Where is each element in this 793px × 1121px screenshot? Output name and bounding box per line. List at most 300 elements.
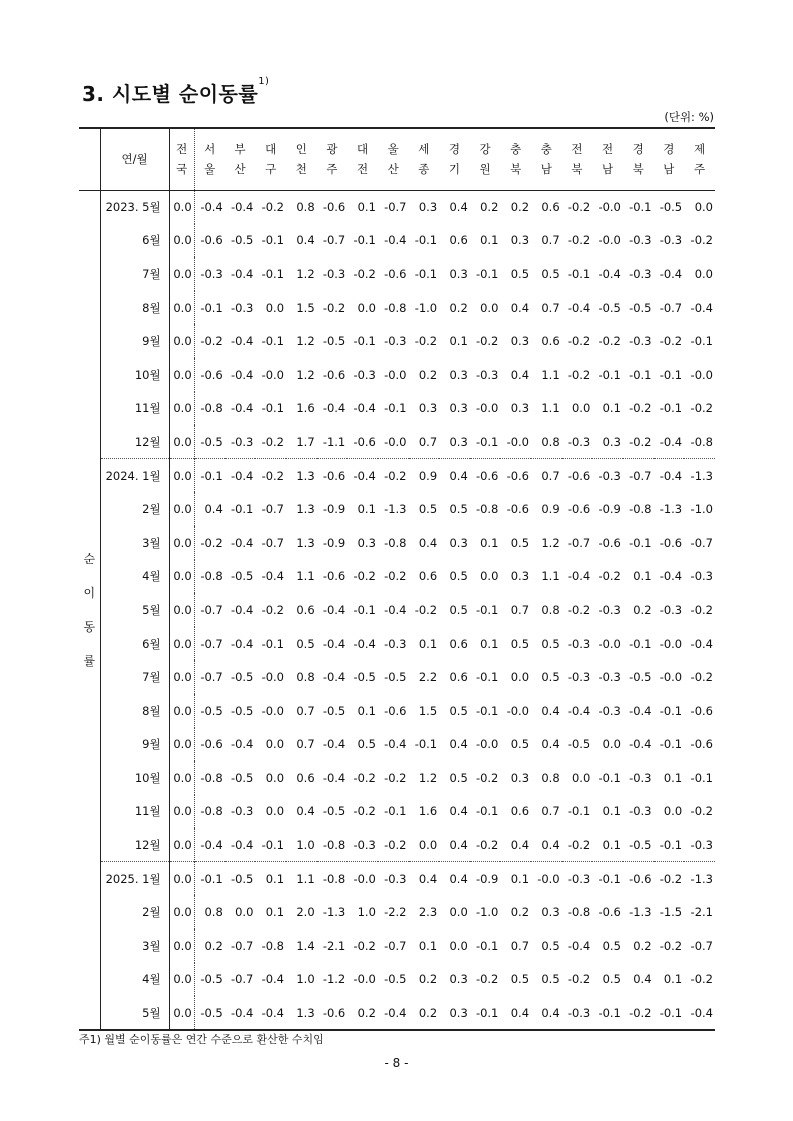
value-cell: 0.5 [510, 636, 530, 651]
value-cell: -0.1 [470, 996, 501, 1030]
region-header-char: 충 [540, 142, 552, 157]
value-cell: -0.3 [562, 996, 593, 1030]
region-header-char: 천 [295, 162, 307, 177]
value-cell: 0.0 [169, 526, 194, 560]
value-cell: -0.2 [629, 401, 652, 416]
value-cell: 0.2 [633, 602, 652, 617]
value-cell: -0.0 [384, 434, 407, 449]
table-row [79, 425, 715, 459]
value-cell: -0.2 [353, 266, 376, 281]
value-cell: 0.0 [571, 770, 591, 785]
value-cell: -0.4 [200, 200, 223, 215]
value-cell: 1.2 [541, 535, 560, 550]
table-row [79, 392, 715, 426]
value-cell: 0.0 [510, 670, 530, 685]
region-header-char: 산 [387, 162, 399, 177]
value-cell: -0.2 [353, 804, 376, 819]
value-cell: 0.0 [169, 291, 194, 325]
value-cell: -0.2 [475, 837, 499, 852]
value-cell: -0.3 [230, 804, 254, 819]
value-cell: 0.2 [347, 996, 378, 1030]
value-cell: 0.0 [663, 804, 683, 819]
value-cell: -0.4 [225, 996, 256, 1030]
value-cell: -0.1 [475, 602, 499, 617]
value-cell: -0.6 [623, 862, 654, 896]
value-cell: -0.2 [475, 972, 499, 987]
value-cell: 0.5 [449, 602, 468, 617]
value-cell: 0.6 [449, 636, 468, 651]
footnote-mark: 1) [258, 76, 270, 87]
value-cell: 0.0 [169, 828, 194, 862]
value-cell: -0.2 [567, 200, 591, 215]
value-cell: -0.6 [384, 703, 407, 718]
value-cell: -2.1 [690, 905, 713, 920]
value-cell: 0.5 [510, 972, 530, 987]
value-cell: 0.3 [510, 569, 530, 584]
value-cell: -1.0 [690, 502, 713, 517]
value-cell: -0.7 [261, 535, 285, 550]
value-cell: -0.2 [322, 300, 346, 315]
value-cell: 0.0 [169, 728, 194, 762]
value-cell: -0.2 [384, 770, 407, 785]
value-cell: -0.3 [567, 636, 591, 651]
value-cell: 0.1 [418, 938, 438, 953]
row-label: 2월 [100, 492, 169, 526]
value-cell: -0.8 [322, 837, 346, 852]
region-header-cell [654, 128, 685, 190]
value-cell: -0.2 [567, 367, 591, 382]
region-header-char: 전 [602, 142, 614, 157]
region-header-char: 남 [540, 162, 552, 177]
value-cell: -0.2 [567, 334, 591, 349]
row-label: 2023. 5월 [100, 190, 169, 224]
value-cell: 0.4 [296, 804, 315, 819]
value-cell: -0.4 [684, 996, 715, 1030]
value-cell: -0.1 [659, 737, 683, 752]
value-cell: -0.8 [317, 862, 348, 896]
value-cell: -0.7 [200, 670, 223, 685]
value-cell: 0.1 [265, 905, 285, 920]
value-cell: 0.3 [510, 401, 530, 416]
value-cell: 1.2 [296, 367, 315, 382]
region-header-cell [169, 128, 194, 190]
group-label-char: 률 [83, 654, 96, 669]
value-cell: -1.1 [322, 434, 346, 449]
unit-label: (단위: %) [664, 110, 714, 124]
value-cell: -0.4 [690, 636, 713, 651]
region-header-char: 서 [204, 142, 216, 157]
value-cell: 0.0 [449, 938, 468, 953]
value-cell: -0.4 [629, 737, 652, 752]
value-cell: -1.3 [684, 862, 715, 896]
region-header-char: 남 [602, 162, 614, 177]
value-cell: -0.0 [659, 636, 683, 651]
table-row [79, 895, 715, 929]
region-header-char: 원 [479, 162, 491, 177]
value-cell: 0.8 [541, 434, 560, 449]
region-header-cell [255, 128, 286, 190]
value-cell: -1.3 [684, 459, 715, 493]
value-cell: -0.7 [200, 636, 223, 651]
group-label-cell [79, 190, 100, 1030]
table-row [79, 459, 715, 493]
value-cell: -0.1 [598, 367, 621, 382]
value-cell: 0.0 [169, 862, 194, 896]
row-label: 8월 [100, 291, 169, 325]
value-cell: 1.4 [296, 938, 315, 953]
value-cell: -0.5 [225, 862, 256, 896]
value-cell: -0.0 [690, 367, 713, 382]
value-cell: -0.4 [261, 569, 285, 584]
value-cell: -0.3 [598, 703, 621, 718]
value-cell: -0.4 [654, 459, 685, 493]
value-cell: 0.1 [602, 837, 621, 852]
value-cell: -0.7 [659, 300, 683, 315]
table-row [79, 929, 715, 963]
value-cell: -0.2 [384, 569, 407, 584]
value-cell: 0.8 [296, 200, 315, 215]
value-cell: 0.0 [265, 300, 285, 315]
value-cell: -0.3 [322, 266, 346, 281]
region-header-char: 인 [295, 142, 307, 157]
region-header-char: 울 [387, 142, 399, 157]
value-cell: 0.5 [449, 770, 468, 785]
value-cell: 0.7 [296, 703, 315, 718]
value-cell: -0.6 [200, 737, 223, 752]
value-cell: 0.3 [418, 401, 438, 416]
value-cell: 0.0 [265, 737, 285, 752]
value-cell: 0.0 [449, 905, 468, 920]
value-cell: 0.0 [169, 459, 194, 493]
value-cell: 0.5 [541, 266, 560, 281]
value-cell: -0.1 [629, 535, 652, 550]
value-cell: 0.0 [169, 190, 194, 224]
table-row [79, 190, 715, 224]
value-cell: 0.0 [169, 895, 194, 929]
region-header-cell [562, 128, 593, 190]
value-cell: 0.0 [169, 425, 194, 459]
table-row [79, 224, 715, 258]
value-cell: 1.6 [418, 804, 438, 819]
value-cell: 0.3 [449, 367, 468, 382]
value-cell: -0.5 [230, 233, 254, 248]
value-cell: 0.5 [602, 972, 621, 987]
value-cell: -0.4 [230, 367, 254, 382]
value-cell: 0.9 [409, 459, 440, 493]
region-header-cell [347, 128, 378, 190]
value-cell: 0.0 [169, 761, 194, 795]
value-cell: -0.4 [322, 770, 346, 785]
value-cell: -0.7 [623, 459, 654, 493]
value-cell: -0.4 [384, 233, 407, 248]
value-cell: -0.1 [475, 804, 499, 819]
value-cell: -0.6 [506, 502, 530, 517]
value-cell: 1.0 [296, 972, 315, 987]
region-header-char: 광 [326, 142, 338, 157]
region-header-char: 주 [326, 162, 338, 177]
value-cell: -0.8 [200, 401, 223, 416]
value-cell: -0.2 [261, 602, 285, 617]
value-cell: -0.5 [200, 972, 223, 987]
value-cell: -0.7 [200, 602, 223, 617]
value-cell: -0.5 [230, 703, 254, 718]
value-cell: -0.3 [230, 434, 254, 449]
value-cell: -0.2 [654, 862, 685, 896]
value-cell: -0.3 [629, 804, 652, 819]
value-cell: -0.3 [629, 334, 652, 349]
value-cell: 1.7 [296, 434, 315, 449]
value-cell: 0.7 [510, 602, 530, 617]
value-cell: -0.1 [654, 996, 685, 1030]
value-cell: 0.0 [169, 324, 194, 358]
value-cell: -0.6 [317, 459, 348, 493]
row-label: 10월 [100, 761, 169, 795]
region-header-char: 경 [663, 142, 675, 157]
value-cell: -0.5 [194, 996, 225, 1030]
region-header-cell [194, 128, 225, 190]
value-cell: -0.4 [322, 737, 346, 752]
value-cell: -0.1 [659, 837, 683, 852]
region-header-char: 전 [357, 162, 369, 177]
value-cell: 0.4 [204, 502, 223, 517]
value-cell: 0.5 [357, 737, 376, 752]
value-cell: 0.4 [449, 804, 468, 819]
value-cell: 0.1 [357, 502, 376, 517]
region-header-char: 북 [571, 162, 583, 177]
value-cell: -1.3 [659, 502, 683, 517]
value-cell: -0.4 [225, 459, 256, 493]
row-label: 2월 [100, 895, 169, 929]
value-cell: 0.6 [418, 569, 438, 584]
value-cell: -0.4 [230, 334, 254, 349]
value-cell: -0.3 [690, 837, 713, 852]
value-cell: 0.1 [602, 401, 621, 416]
value-cell: -0.6 [353, 434, 376, 449]
value-cell: -1.5 [659, 905, 683, 920]
value-cell: -0.3 [629, 770, 652, 785]
value-cell: 0.7 [541, 233, 560, 248]
value-cell: 0.8 [204, 905, 223, 920]
value-cell: 0.4 [541, 703, 560, 718]
value-cell: -0.7 [261, 502, 285, 517]
value-cell: -1.0 [414, 300, 438, 315]
value-cell: -0.2 [414, 602, 438, 617]
value-cell: -0.2 [567, 602, 591, 617]
value-cell: 0.3 [510, 770, 530, 785]
value-cell: 0.3 [449, 401, 468, 416]
value-cell: -0.2 [659, 938, 683, 953]
table-row [79, 291, 715, 325]
region-header-cell [225, 128, 256, 190]
value-cell: -0.2 [353, 938, 376, 953]
value-cell: -0.3 [230, 300, 254, 315]
region-header-char: 구 [265, 162, 277, 177]
value-cell: 0.4 [449, 837, 468, 852]
value-cell: -0.2 [659, 334, 683, 349]
value-cell: -0.2 [690, 804, 713, 819]
value-cell: -0.5 [629, 670, 652, 685]
value-cell: -0.6 [690, 737, 713, 752]
value-cell: 0.2 [633, 938, 652, 953]
group-label-char: 이 [83, 586, 96, 601]
value-cell: -0.4 [629, 703, 652, 718]
value-cell: 1.3 [286, 996, 317, 1030]
value-cell: -0.1 [690, 770, 713, 785]
value-cell: 0.2 [510, 200, 530, 215]
value-cell: 0.3 [449, 972, 468, 987]
value-cell: 0.0 [169, 694, 194, 728]
region-header-cell [317, 128, 348, 190]
value-cell: 1.0 [357, 905, 376, 920]
value-cell: 0.3 [439, 996, 470, 1030]
value-cell: -0.1 [659, 703, 683, 718]
value-cell: -0.3 [629, 266, 652, 281]
table-header-row [79, 128, 715, 190]
value-cell: 0.0 [235, 905, 254, 920]
value-cell: -0.3 [659, 602, 683, 617]
value-cell: -2.1 [322, 938, 346, 953]
region-header-char: 남 [663, 162, 675, 177]
value-cell: -0.1 [194, 862, 225, 896]
value-cell: -0.7 [230, 938, 254, 953]
value-cell: -0.2 [255, 459, 286, 493]
value-cell: 0.4 [500, 996, 531, 1030]
value-cell: 0.5 [449, 569, 468, 584]
value-cell: -0.1 [629, 200, 652, 215]
region-header-char: 북 [510, 162, 522, 177]
region-header-cell [470, 128, 501, 190]
value-cell: 0.7 [541, 804, 560, 819]
value-cell: -0.2 [384, 837, 407, 852]
value-cell: -1.3 [322, 905, 346, 920]
value-cell: -0.5 [200, 703, 223, 718]
value-cell: -0.1 [200, 300, 223, 315]
row-label: 9월 [100, 728, 169, 762]
value-cell: -0.4 [322, 636, 346, 651]
value-cell: 0.5 [510, 266, 530, 281]
table-row [79, 358, 715, 392]
value-cell: -0.5 [567, 737, 591, 752]
page-title-text: 3. 시도별 순이동률 [82, 82, 259, 106]
value-cell: 0.5 [510, 535, 530, 550]
value-cell: -0.1 [592, 996, 623, 1030]
value-cell: 0.3 [449, 535, 468, 550]
value-cell: -0.6 [598, 905, 621, 920]
table-row [79, 761, 715, 795]
value-cell: 0.1 [357, 200, 376, 215]
table-row [79, 795, 715, 829]
value-cell: 0.3 [510, 334, 530, 349]
value-cell: -0.2 [567, 837, 591, 852]
region-header-char: 제 [694, 142, 706, 157]
value-cell: -0.4 [322, 602, 346, 617]
value-cell: 0.2 [418, 367, 438, 382]
value-cell: -0.4 [230, 535, 254, 550]
value-cell: 0.4 [449, 737, 468, 752]
value-cell: 0.4 [541, 837, 560, 852]
value-cell: 1.3 [296, 502, 315, 517]
value-cell: 1.1 [541, 569, 560, 584]
value-cell: 0.6 [541, 334, 560, 349]
value-cell: 0.0 [169, 358, 194, 392]
value-cell: -1.2 [322, 972, 346, 987]
value-cell: -1.3 [384, 502, 407, 517]
value-cell: 0.0 [169, 392, 194, 426]
value-cell: -0.5 [353, 670, 376, 685]
value-cell: -0.2 [690, 972, 713, 987]
region-header-cell [439, 128, 470, 190]
value-cell: -0.4 [230, 602, 254, 617]
value-cell: 0.4 [531, 996, 562, 1030]
value-cell: -0.4 [598, 266, 621, 281]
value-cell: -0.3 [629, 233, 652, 248]
value-cell: 1.1 [541, 401, 560, 416]
value-cell: -0.0 [531, 862, 562, 896]
value-cell: 0.3 [418, 200, 438, 215]
value-cell: 0.5 [418, 502, 438, 517]
table-row [79, 728, 715, 762]
net-migration-table [79, 127, 715, 1031]
value-cell: -0.3 [598, 602, 621, 617]
value-cell: -0.0 [475, 401, 499, 416]
row-label: 6월 [100, 224, 169, 258]
value-cell: 0.2 [449, 300, 468, 315]
value-cell: -0.2 [690, 602, 713, 617]
value-cell: -0.4 [659, 266, 683, 281]
row-label: 5월 [100, 996, 169, 1030]
value-cell: -0.6 [200, 233, 223, 248]
value-cell: -0.1 [592, 862, 623, 896]
region-header-char: 부 [234, 142, 246, 157]
value-cell: -0.1 [414, 233, 438, 248]
table-row [79, 257, 715, 291]
region-header-cell [378, 128, 409, 190]
value-cell: -0.7 [384, 938, 407, 953]
table-row [79, 660, 715, 694]
value-cell: 1.1 [286, 862, 317, 896]
value-cell: 0.0 [265, 804, 285, 819]
value-cell: 0.7 [296, 737, 315, 752]
value-cell: 0.3 [357, 535, 376, 550]
value-cell: 0.4 [296, 233, 315, 248]
value-cell: -0.2 [475, 334, 499, 349]
value-cell: 0.1 [357, 703, 376, 718]
value-cell: -0.8 [690, 434, 713, 449]
value-cell: 0.1 [663, 770, 683, 785]
value-cell: -0.6 [562, 459, 593, 493]
value-cell: 0.1 [480, 535, 499, 550]
value-cell: -0.9 [598, 502, 621, 517]
value-cell: 0.4 [449, 200, 468, 215]
region-header-char: 세 [418, 142, 430, 157]
value-cell: -0.3 [475, 367, 499, 382]
value-cell: -0.1 [261, 334, 285, 349]
value-cell: 0.0 [169, 492, 194, 526]
value-cell: 1.5 [418, 703, 438, 718]
value-cell: -0.1 [384, 804, 407, 819]
value-cell: -0.3 [384, 636, 407, 651]
value-cell: -0.1 [261, 837, 285, 852]
value-cell: -0.8 [475, 502, 499, 517]
value-cell: -0.1 [659, 367, 683, 382]
value-cell: -0.4 [353, 401, 376, 416]
value-cell: -0.0 [475, 737, 499, 752]
value-cell: -0.1 [629, 636, 652, 651]
value-cell: -0.2 [623, 996, 654, 1030]
value-cell: -0.5 [200, 434, 223, 449]
region-header-char: 전 [176, 142, 188, 157]
value-cell: 0.5 [541, 636, 560, 651]
